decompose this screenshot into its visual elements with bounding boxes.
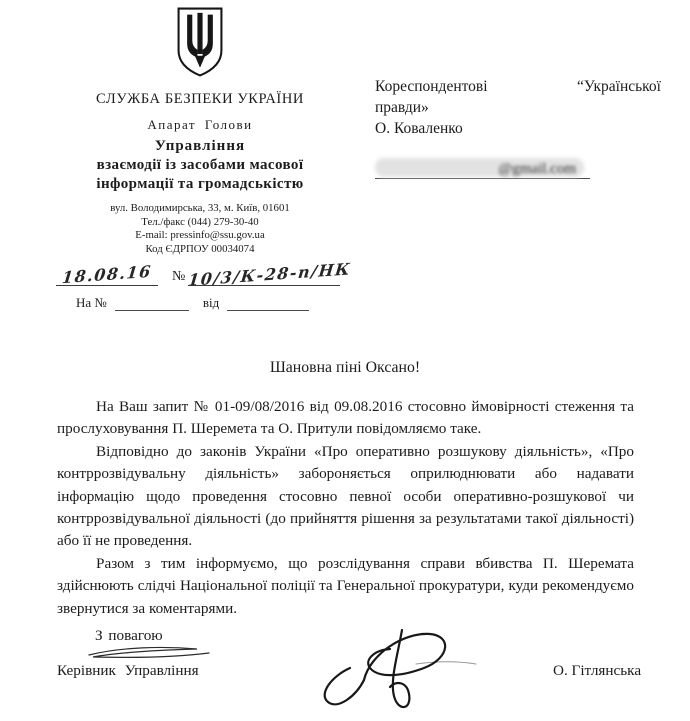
department-line-1: Управління: [154, 138, 246, 154]
paragraph-1: На Ваш запит № 01-09/08/2016 від 09.08.2016 стосовно ймовірності стеження та прослуховування П. Шеремета та О. Притули повідомляємо таке.: [57, 398, 634, 438]
recipient-line-1: [375, 76, 661, 97]
outgoing-reference-row: [52, 259, 353, 290]
handwritten-number: 10/3/К-28-п/НК: [187, 259, 353, 290]
paragraph-2: Відповідно до законів України «Про оперативно розшукову діяльність», «Про контррозвідувальну діяльність» забороняється оприлюднювати або надавати інформацію щодо проведення стосовно певної особи оперативно-розшукової чи контррозвідувальної діяльності (до прийняття рішення за результатами такої діяльності) або її не проведення.: [57, 442, 634, 550]
handwritten-signature-icon: [312, 624, 484, 721]
na-label: На №: [76, 295, 107, 310]
recipient-publication: “Української: [576, 78, 661, 95]
valediction: З повагою: [95, 627, 163, 644]
recipient-name: О. Коваленко: [375, 120, 463, 137]
salutation: Шановна піні Оксано!: [269, 359, 421, 376]
na-blank-line: [115, 296, 189, 311]
handwritten-date-field: [56, 261, 158, 288]
vid-blank-line: [227, 296, 309, 311]
redacted-email-suffix: @gmail.com: [498, 161, 576, 177]
letterhead: [52, 6, 353, 311]
handwritten-number-field: [187, 259, 353, 290]
letter-body: [57, 396, 634, 620]
recipient-title: Кореспондентові: [375, 78, 488, 95]
vid-label: від: [202, 295, 220, 310]
signer-name: О. Гітлянська: [553, 662, 642, 679]
incoming-reference-row: [52, 295, 348, 311]
ukraine-trident-shield-icon: [174, 6, 226, 83]
paragraph-3: Разом з тим інформуємо, що розслідування справи вбивства П. Шеремата здійснюють слідчі Національної поліції та Генеральної прокуратури, куди рекомендуємо звернутися за коментарями.: [57, 554, 634, 617]
handwritten-date: 18.08.16: [61, 261, 153, 288]
department-line-2: взаємодії із засобами масової: [96, 157, 304, 173]
redacted-email: [375, 156, 590, 179]
phone-line: Тел./факс (044) 279-30-40: [141, 215, 259, 228]
org-name: СЛУЖБА БЕЗПЕКИ УКРАЇНИ: [96, 91, 304, 107]
recipient-line-2: правди»: [375, 99, 429, 116]
number-sign: №: [172, 269, 186, 284]
email-line: E-mail: pressinfo@ssu.gov.ua: [135, 229, 265, 241]
office-line: Апарат Голови: [147, 117, 253, 132]
position-title: Керівник Управління: [57, 662, 199, 679]
recipient-block: [375, 76, 661, 179]
edrpou-line: Код ЄДРПОУ 00034074: [145, 242, 255, 255]
department-line-3: інформації та громадськістю: [96, 176, 304, 192]
address-line: вул. Володимирська, 33, м. Київ, 01601: [110, 202, 290, 214]
